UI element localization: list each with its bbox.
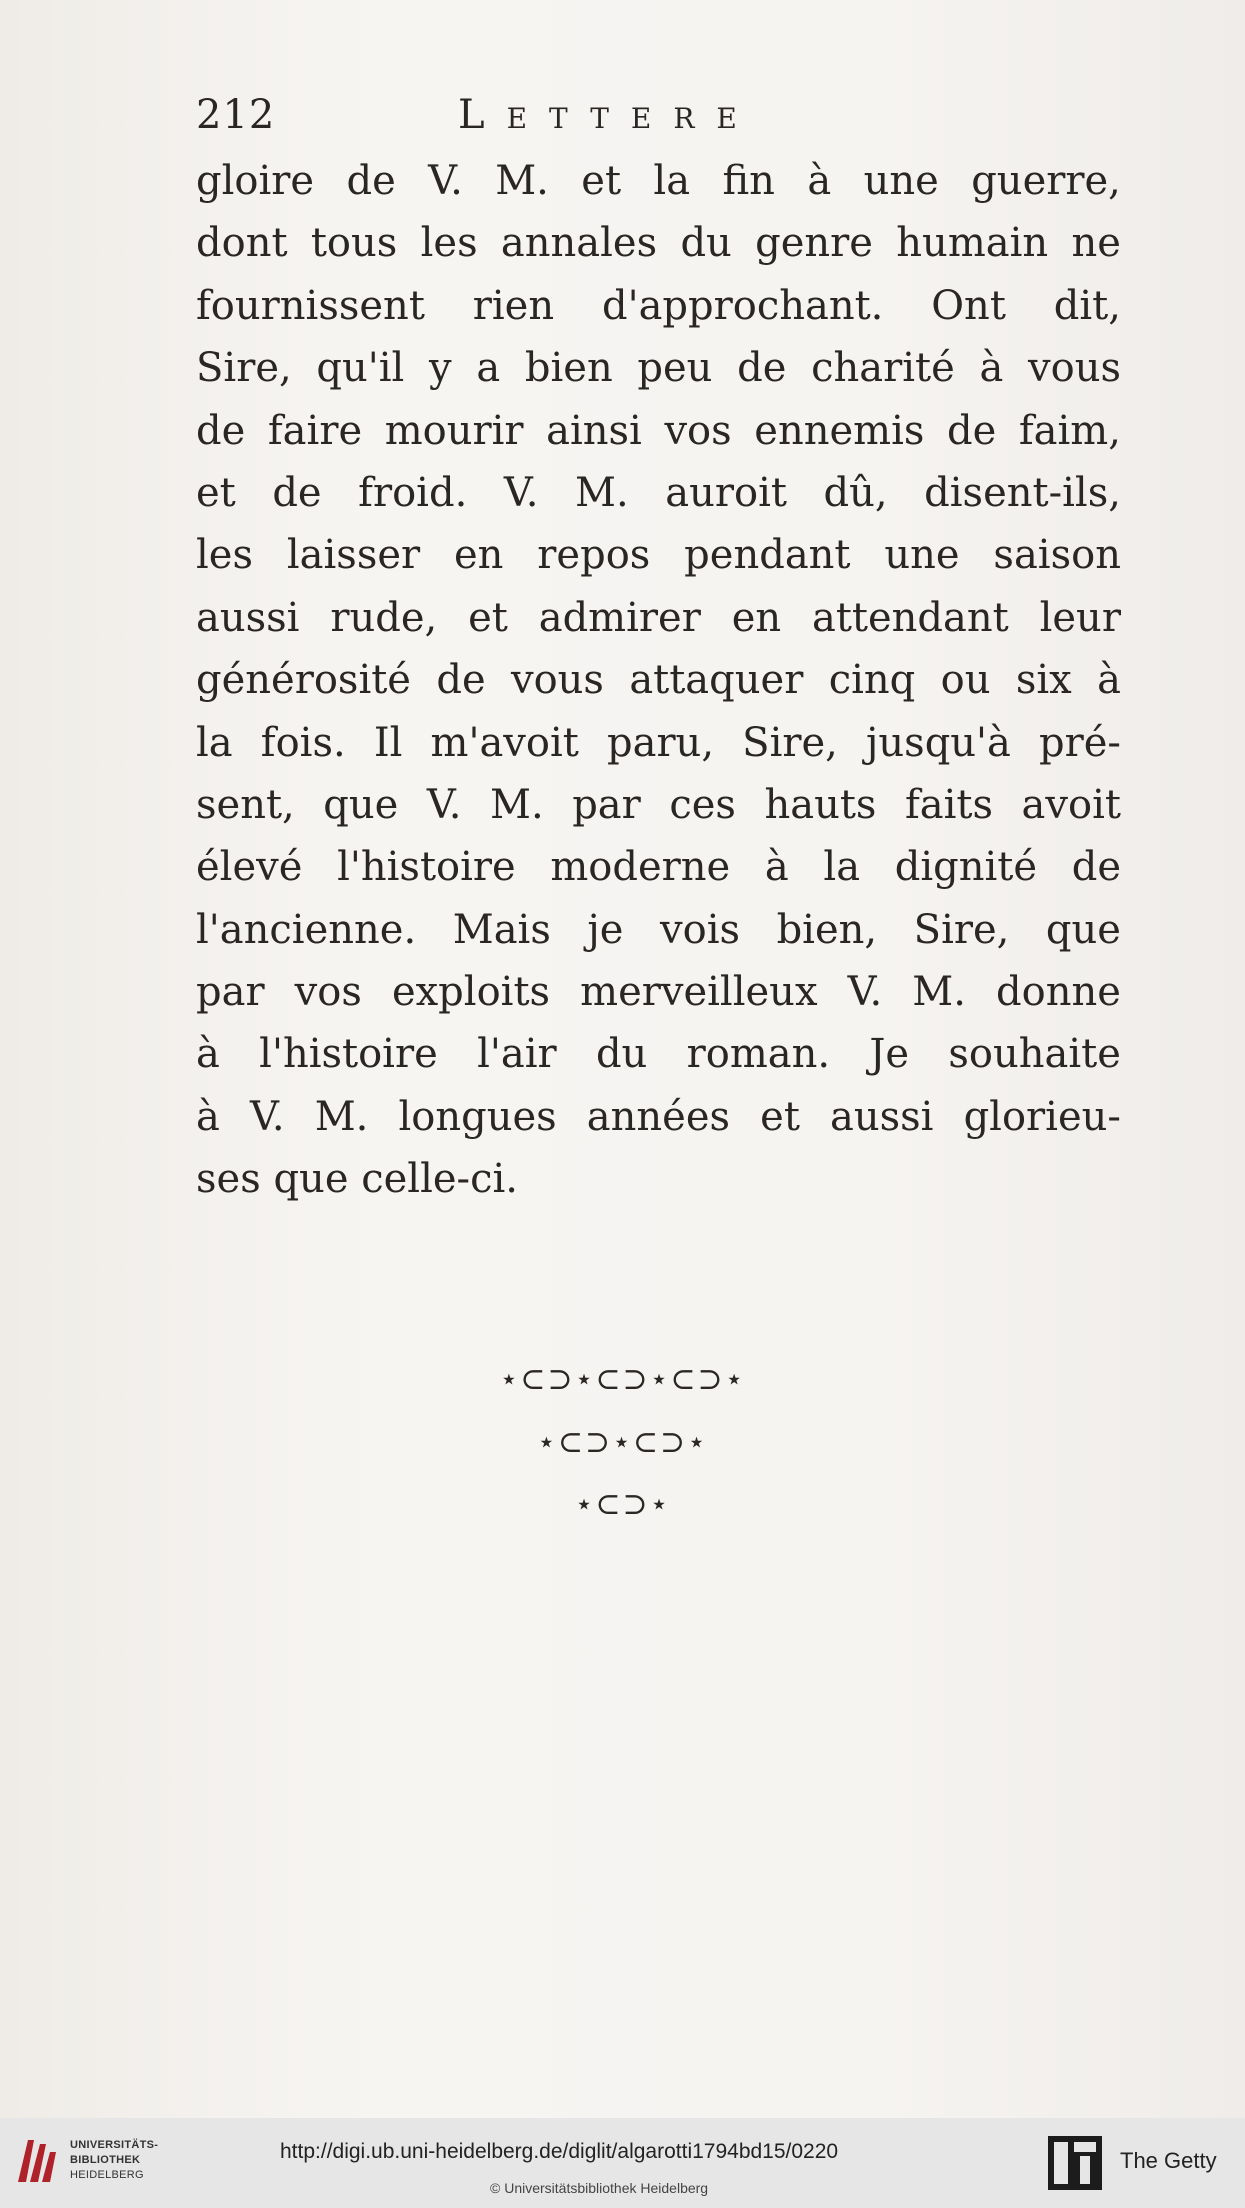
permalink-url[interactable]: http://digi.ub.uni-heidelberg.de/diglit/algarotti1794bd15/0220	[280, 2140, 839, 2163]
text-line: à V. M. longues années et aussi glorieu-	[196, 1093, 1121, 1140]
partner-name: The Getty	[1120, 2148, 1217, 2173]
text-line: aussi rude, et admirer en attendant leur	[196, 594, 1121, 641]
text-line: gloire de V. M. et la fin à une guerre,	[196, 158, 1121, 204]
text-line: la fois. Il m'avoit paru, Sire, jusqu'à pré-	[196, 719, 1121, 766]
text-line: de faire mourir ainsi vos ennemis de faim,	[196, 407, 1121, 454]
text-line: dont tous les annales du genre humain ne	[196, 220, 1121, 267]
library-name: UNIVERSITÄTS- BIBLIOTHEK HEIDELBERG	[70, 2139, 159, 2181]
running-title: Lettere	[458, 92, 759, 138]
text-line: ses que celle-ci.	[196, 1156, 518, 1203]
university-seal-icon	[14, 2134, 58, 2188]
page-header	[196, 92, 1136, 152]
viewer-footer	[0, 2118, 1245, 2208]
copyright-notice: © Universitätsbibliothek Heidelberg	[490, 2180, 709, 2196]
text-line: fournissent rien d'approchant. Ont dit,	[196, 282, 1121, 329]
text-line: à l'histoire l'air du roman. Je souhaite	[196, 1031, 1121, 1078]
ornament-row-1: ⋆⊂⊃⋆⊂⊃⋆⊂⊃⋆	[499, 1362, 746, 1397]
text-line: élevé l'histoire moderne à la dignité de	[196, 844, 1121, 891]
ornament-row-2: ⋆⊂⊃⋆⊂⊃⋆	[537, 1425, 708, 1460]
text-line: Sire, qu'il y a bien peu de charité à vous	[196, 345, 1121, 392]
text-line: par vos exploits merveilleux V. M. donne	[196, 969, 1121, 1016]
body-text	[196, 150, 1121, 1211]
text-line: les laisser en repos pendant une saison	[196, 532, 1121, 579]
text-line: et de froid. V. M. auroit dû, disent-ils,	[196, 469, 1121, 516]
page-number: 212	[196, 92, 276, 138]
text-line: l'ancienne. Mais je vois bien, Sire, que	[196, 906, 1121, 953]
text-line: sent, que V. M. par ces hauts faits avoit	[196, 781, 1121, 828]
text-line: générosité de vous attaquer cinq ou six à	[196, 657, 1121, 704]
getty-logo-icon	[1048, 2136, 1102, 2190]
ornament-row-3: ⋆⊂⊃⋆	[574, 1487, 671, 1522]
